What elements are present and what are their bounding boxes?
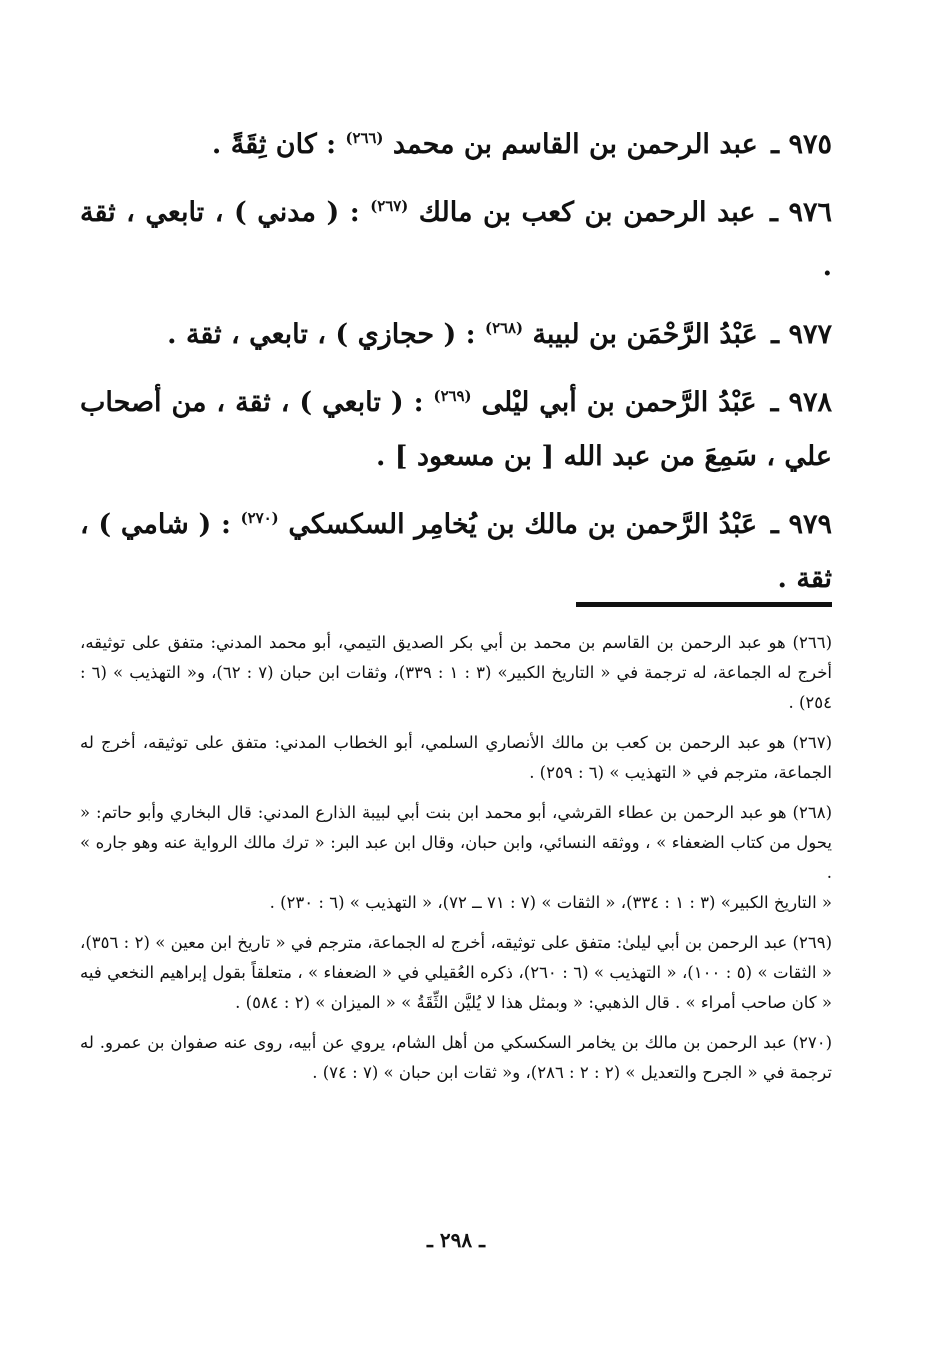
entry-text: : ( مدني ) ، تابعي ، ثقة . bbox=[80, 197, 832, 282]
footnote-266 bbox=[80, 628, 832, 718]
footnote-ref: (٢٦٦) bbox=[345, 129, 384, 147]
entry-number: ٩٧٦ ـ bbox=[770, 197, 832, 228]
footnote-text-sources: « التاريخ الكبير» (٣ : ١ : ٣٣٤)، « الثقات » (٧ : ٧١ ــ ٧٢)، « التهذيب » (٦ : ٢٣٠) . bbox=[269, 893, 832, 912]
footnote-ref: (٢٦٩) bbox=[433, 387, 472, 405]
entry-979 bbox=[80, 498, 832, 606]
entry-number: ٩٧٧ ـ bbox=[771, 319, 832, 350]
footnote-text: (٢٦٧) هو عبد الرحمن بن كعب بن مالك الأنصاري السلمي، أبو الخطاب المدني: متفق على توثيقه، أخرج له الجماعة، مترجم في « التهذيب » (٦ : ٢٥٩) . bbox=[80, 733, 832, 782]
footnote-ref: (٢٦٧) bbox=[370, 197, 409, 215]
footnote-269 bbox=[80, 928, 832, 1018]
entry-name: عَبْدُ الرَّحْمَن بن لبيبة bbox=[532, 319, 758, 350]
entry-text: : كان ثِقَةً . bbox=[211, 129, 337, 160]
entry-number: ٩٧٩ ـ bbox=[770, 509, 832, 540]
footnote-separator bbox=[576, 602, 832, 607]
entry-975 bbox=[80, 118, 832, 172]
page-number: ـ ٢٩٨ ـ bbox=[427, 1228, 485, 1252]
footnote-text: (٢٧٠) عبد الرحمن بن مالك بن يخامر السكسكي من أهل الشام، يروي عن أبيه، روى عنه صفوان بن عمرو. له ترجمة في « الجرح والتعديل » (٢ : ٢ : ٢٨٦)، و« ثقات ابن حبان » (٧ : ٧٤) . bbox=[80, 1033, 832, 1082]
book-page bbox=[80, 0, 832, 1372]
footnotes bbox=[80, 628, 832, 1098]
footnote-267 bbox=[80, 728, 832, 788]
entry-text: : ( تابعي ) ، ثقة ، من أصحاب علي ، سَمِعَ من عبد الله [ بن مسعود ] . bbox=[80, 387, 832, 472]
entry-name: عبد الرحمن بن القاسم بن محمد bbox=[392, 129, 758, 160]
entry-text: : ( حجازي ) ، تابعي ، ثقة . bbox=[167, 319, 476, 350]
entry-977 bbox=[80, 308, 832, 362]
footnote-ref: (٢٦٨) bbox=[485, 319, 524, 337]
footnote-ref: (٢٧٠) bbox=[240, 509, 279, 527]
entry-number: ٩٧٨ ـ bbox=[770, 387, 833, 418]
entry-name: عَبْدُ الرَّحمن بن مالك بن يُخامِر السكسكي bbox=[288, 509, 758, 540]
entry-976 bbox=[80, 186, 832, 294]
entry-name: عبد الرحمن بن كعب بن مالك bbox=[418, 197, 756, 228]
footnote-268 bbox=[80, 798, 832, 918]
footnote-text: (٢٦٨) هو عبد الرحمن بن عطاء القرشي، أبو محمد ابن بنت أبي لبيبة الذارع المدني: قال البخاري وأبو حاتم: « يحول من كتاب الضعفاء » ، ووثقه النسائي، وابن حبان، وقال ابن عبد البر: « ترك مالك الرواية عنه وهو جاره » . bbox=[80, 803, 832, 882]
footnote-270 bbox=[80, 1028, 832, 1088]
footnote-text: (٢٦٦) هو عبد الرحمن بن القاسم بن محمد بن أبي بكر الصديق التيمي، أبو محمد المدني: متفق على توثيقه، أخرج له الجماعة، له ترجمة في « التاريخ الكبير» (٣ : ١ : ٣٣٩)، وثقات ابن حبان (٧ : ٦٢)، و« التهذيب » (٦ : ٢٥٤) . bbox=[80, 633, 832, 712]
entry-text: : ( شامي ) ، ثقة . bbox=[80, 509, 832, 594]
entry-number: ٩٧٥ ـ bbox=[771, 129, 832, 160]
entry-978 bbox=[80, 376, 832, 484]
entry-name: عَبْدُ الرَّحمن بن أبي ليْلى bbox=[481, 387, 757, 418]
narrator-entries bbox=[80, 118, 832, 620]
footnote-text: (٢٦٩) عبد الرحمن بن أبي ليلىٰ: متفق على توثيقه، أخرج له الجماعة، مترجم في « تاريخ ابن معين » (٢ : ٣٥٦)، « الثقات » (٥ : ١٠٠)، « التهذيب » (٦ : ٢٦٠)، ذكره العُقيلي في « الضعفاء » ، متعلقاً بقول إبراهيم النخعي فيه « كان صاحب أمراء » . قال الذهبي: « وبمثل هذا لا يُليَّن الثِّقَةُ » « الميزان » (٢ : ٥٨٤) . bbox=[80, 933, 832, 1012]
